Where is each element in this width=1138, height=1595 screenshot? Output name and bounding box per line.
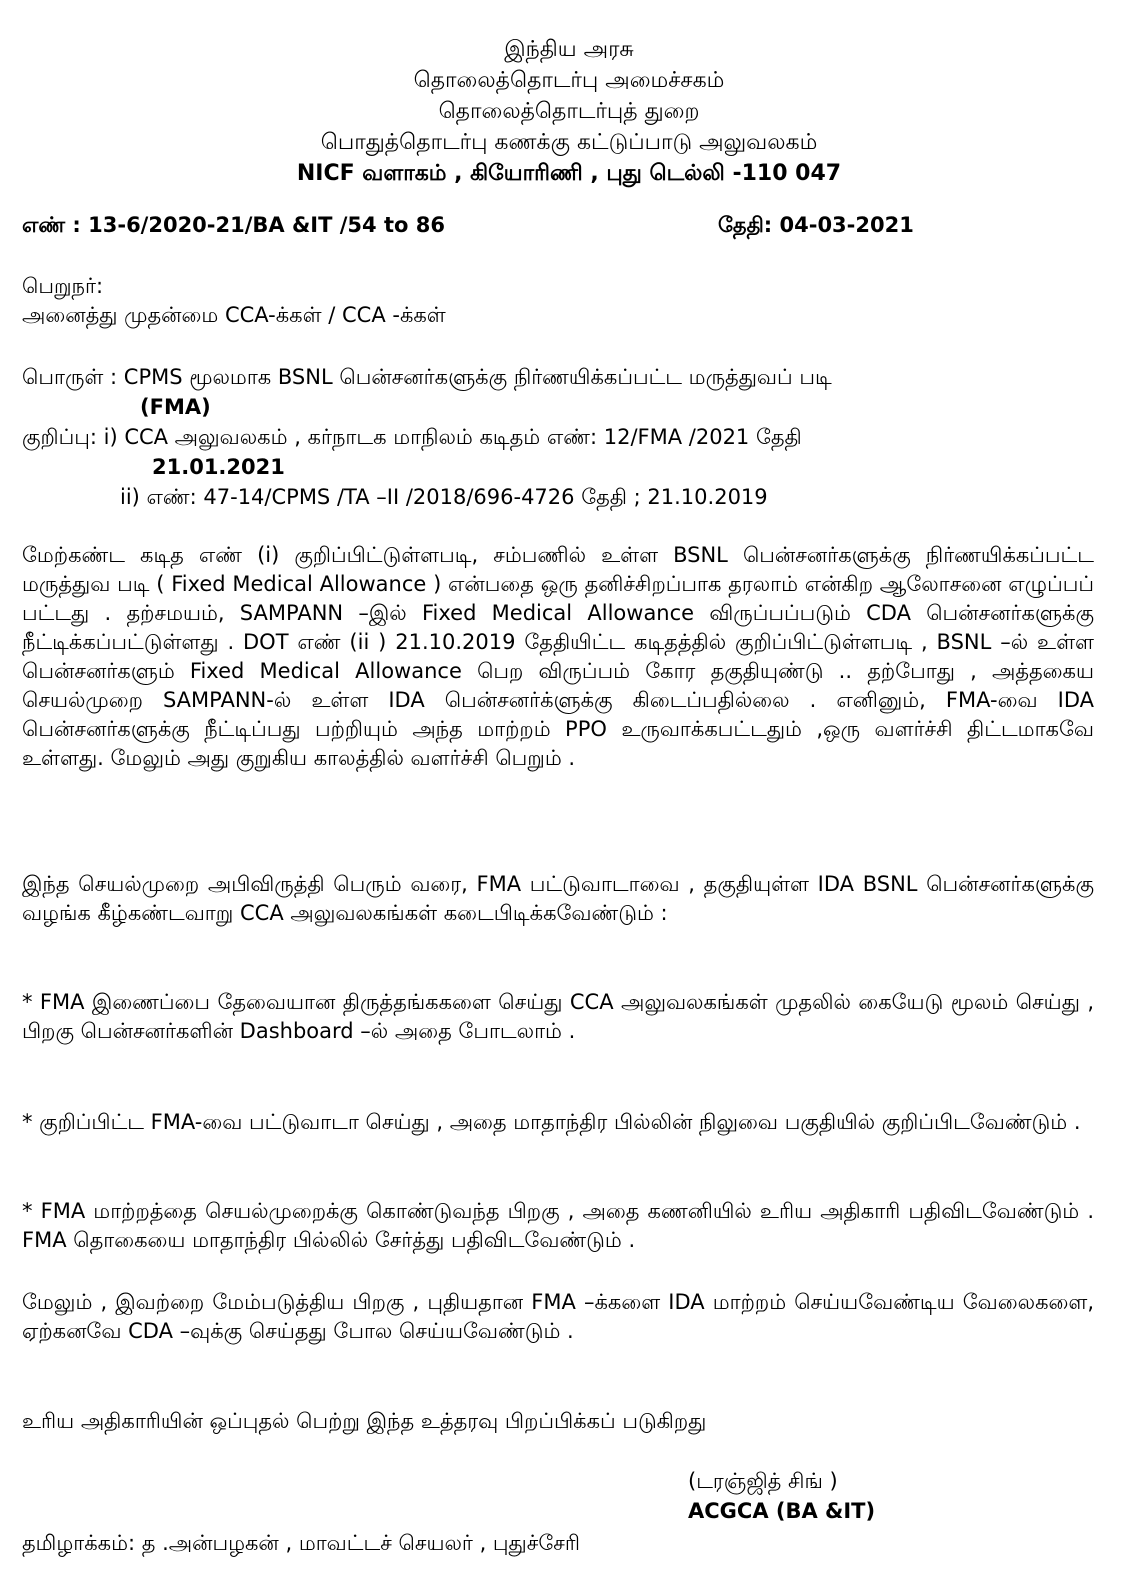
letterhead xyxy=(0,34,1138,189)
reference-number: எண் : 13-6/2020-21/BA &IT /54 to 86 xyxy=(22,213,445,237)
header-address: NICF வளாகம் , கியோரிணி , புது டெல்லி -110 047 xyxy=(296,161,842,186)
translation-credit: தமிழாக்கம்: த .அன்பழகன் , மாவட்டச் செயலர் , புதுச்சேரி xyxy=(22,1531,581,1555)
recipient-list: அனைத்து முதன்மை CCA-க்கள் / CCA -க்கள் xyxy=(22,303,446,327)
body-paragraph-1: மேற்கண்ட கடித எண் (i) குறிப்பிட்டுள்ளபடி, சம்பணில் உள்ள BSNL பென்சனர்களுக்கு நிர்ணயிக்கப்பட்ட மருத்துவ படி ( Fixed Medical Allowance ) என்பதை ஒரு தனிச்சிறப்பாக தரலாம் என்கிற ஆலோசனை எழுப்பப் பட்டது . தற்சமயம், SAMPANN –இல் Fixed Medical Allowance விருப்பப்படும் CDA பென்சனர்களுக்கு நீட்டிக்கப்பட்டுள்ளது . DOT எண் (ii ) 21.10.2019 தேதியிட்ட கடிதத்தில் குறிப்பிட்டுள்ளபடி , BSNL –ல் உள்ள பென்சனர்களும் Fixed Medical Allowance பெற விருப்பம் கோர தகுதியுண்டு .. தற்போது , அத்தகைய செயல்முறை SAMPANN-ல் உள்ள IDA பென்சனர்க்ளுக்கு கிடைப்பதில்லை . எனினும், FMA-வை IDA பென்சனர்களுக்கு நீட்டிப்பது பற்றியும் அந்த மாற்றம் PPO உருவாக்கபட்டதும் ,ஒரு வளர்ச்சி திட்டமாகவே உள்ளது. மேலும் அது குறுகிய காலத்தில் வளர்ச்சி பெறும் . xyxy=(22,543,1094,770)
body-paragraph-3: மேலும் , இவற்றை மேம்படுத்திய பிறகு , புதியதான FMA –க்களை IDA மாற்றம் செய்யவேண்டிய வேலைகளை, ஏற்கனவே CDA –வுக்கு செய்தது போல செய்யவேண்டும் . xyxy=(22,1290,1094,1343)
instruction-bullet-3: * FMA மாற்றத்தை செயல்முறைக்கு கொண்டுவந்த பிறகு , அதை கணனியில் உரிய அதிகாரி பதிவிடவேண்டும் . FMA தொகையை மாதாந்திர பில்லில் சேர்த்து பதிவிடவேண்டும் . xyxy=(22,1199,1094,1252)
reference-two: ii) எண்: 47-14/CPMS /TA –II /2018/696-4726 தேதி ; 21.10.2019 xyxy=(120,485,768,509)
header-ministry: தொலைத்தொடர்பு அமைச்சகம் xyxy=(413,68,725,93)
reference-one: குறிப்பு: i) CCA அலுவலகம் , கர்நாடக மாநிலம் கடிதம் எண்: 12/FMA /2021 தேதி xyxy=(22,425,802,449)
signatory-name: (டரஞ்ஜித் சிங் ) xyxy=(688,1469,838,1493)
subject-line: பொருள் : CPMS மூலமாக BSNL பென்சனர்களுக்கு நிர்ணயிக்கப்பட்ட மருத்துவப் படி xyxy=(22,365,832,389)
subject-line-continued: (FMA) xyxy=(140,395,211,419)
recipient-label: பெறுநர்: xyxy=(22,274,104,298)
signatory-designation: ACGCA (BA &IT) xyxy=(688,1499,876,1523)
header-office: பொதுத்தொடர்பு கணக்கு கட்டுப்பாடு அலுவலகம் xyxy=(320,130,818,155)
letter-date: தேதி: 04-03-2021 xyxy=(718,213,914,237)
reference-one-date: 21.01.2021 xyxy=(152,455,285,479)
body-paragraph-2: இந்த செயல்முறை அபிவிருத்தி பெரும் வரை, FMA பட்டுவாடாவை , தகுதியுள்ள IDA BSNL பென்சனர்களுக்கு வழங்க கீழ்கண்டவாறு CCA அலுவலகங்கள் கடைபிடிக்கவேண்டும் : xyxy=(22,872,1094,925)
instruction-bullet-2: * குறிப்பிட்ட FMA-வை பட்டுவாடா செய்து , அதை மாதாந்திர பில்லின் நிலுவை பகுதியில் குறிப்பிடவேண்டும் . xyxy=(22,1110,1081,1134)
header-department: தொலைத்தொடர்புத் துறை xyxy=(438,99,700,124)
instruction-bullet-1: * FMA இணைப்பை தேவையான திருத்தங்ககளை செய்து CCA அலுவலகங்கள் முதலில் கையேடு மூலம் செய்து , பிறகு பென்சனர்களின் Dashboard –ல் அதை போடலாம் . xyxy=(22,990,1094,1043)
header-government: இந்திய அரசு xyxy=(504,37,634,62)
approval-statement: உரிய அதிகாரியின் ஒப்புதல் பெற்று இந்த உத்தரவு பிறப்பிக்கப் படுகிறது xyxy=(22,1409,707,1433)
